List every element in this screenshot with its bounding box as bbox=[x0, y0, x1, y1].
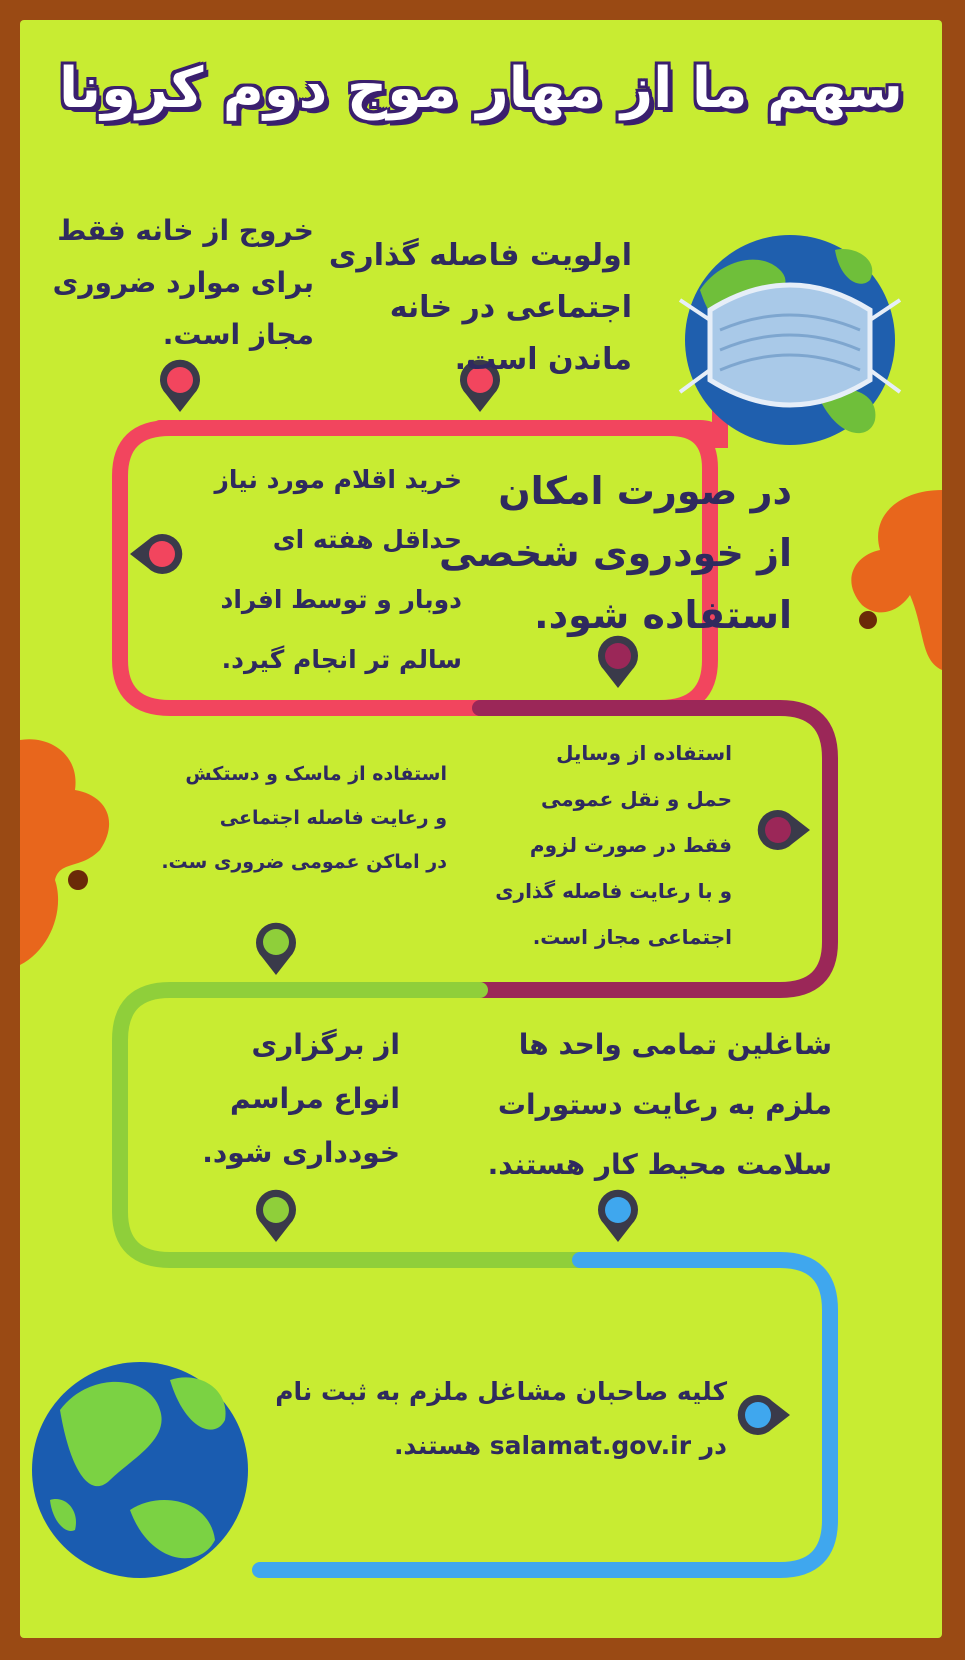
text-line: کلیه صاحبان مشاغل ملزم به ثبت نام bbox=[275, 1377, 727, 1406]
text-line: شاغلین تمامی واحد ها bbox=[518, 1028, 832, 1061]
ceremonies-text bbox=[202, 1018, 400, 1180]
infographic-poster bbox=[20, 20, 942, 1638]
registration-text bbox=[275, 1365, 727, 1473]
globe-icon bbox=[32, 1362, 248, 1578]
text-line: و با رعایت فاصله گذاری bbox=[495, 879, 732, 903]
text-line: مجاز است. bbox=[162, 318, 314, 351]
text-line: استفاده شود. bbox=[534, 593, 792, 637]
shopping-text bbox=[215, 450, 463, 690]
map-pin-icon bbox=[256, 923, 296, 975]
text-line: حداقل هفته ای bbox=[272, 525, 462, 554]
text-line: و رعایت فاصله اجتماعی bbox=[219, 807, 447, 829]
text-line: اولویت فاصله گذاری bbox=[328, 238, 632, 273]
text-line: ملزم به رعایت دستورات bbox=[497, 1088, 832, 1121]
map-pin-icon bbox=[160, 360, 200, 412]
text-line: استفاده از ماسک و دستکش bbox=[185, 763, 447, 785]
map-pin-icon bbox=[256, 1190, 296, 1242]
private-car-text bbox=[439, 460, 792, 646]
mask-gloves-text bbox=[161, 752, 447, 884]
text-line: استفاده از وسایل bbox=[556, 741, 732, 765]
page-title: سهم ما از مهار موج دوم کرونا bbox=[59, 56, 903, 121]
map-pin-icon bbox=[738, 1395, 790, 1435]
text-line: برای موارد ضروری bbox=[52, 266, 314, 299]
text-line: سلامت محیط کار هستند. bbox=[487, 1148, 832, 1181]
public-transport-text bbox=[495, 730, 732, 960]
text-line: خروج از خانه فقط bbox=[57, 214, 314, 247]
text-line: فقط در صورت لزوم bbox=[529, 833, 732, 857]
text-line: در صورت امکان bbox=[498, 469, 792, 513]
text-line: خودداری شود. bbox=[202, 1136, 400, 1169]
text-line: حمل و نقل عمومی bbox=[541, 787, 732, 811]
workplace-text bbox=[488, 1015, 832, 1195]
paint-splash-left bbox=[20, 739, 109, 965]
map-pin-icon bbox=[758, 810, 810, 850]
map-pin-icon bbox=[130, 534, 182, 574]
map-pin-icon bbox=[598, 1190, 638, 1242]
leave-home-text bbox=[53, 205, 314, 361]
text-line: از خودروی شخصی bbox=[438, 531, 792, 575]
text-line: اجتماعی در خانه bbox=[389, 290, 632, 325]
text-line: انواع مراسم bbox=[230, 1082, 400, 1115]
text-line: سالم تر انجام گیرد. bbox=[221, 645, 462, 674]
text-line: خرید اقلام مورد نیاز bbox=[214, 465, 462, 494]
text-line: اجتماعی مجاز است. bbox=[532, 925, 732, 949]
text-line: از برگزاری bbox=[251, 1028, 400, 1061]
stay-home-text bbox=[329, 230, 632, 386]
text-line: دوبار و توسط افراد bbox=[220, 585, 462, 614]
text-line: در اماکن عمومی ضروری ست. bbox=[161, 851, 447, 873]
text-line: ماندن است. bbox=[454, 342, 632, 377]
paint-splash-right bbox=[851, 490, 942, 670]
text-line: در salamat.gov.ir هستند. bbox=[393, 1431, 727, 1460]
